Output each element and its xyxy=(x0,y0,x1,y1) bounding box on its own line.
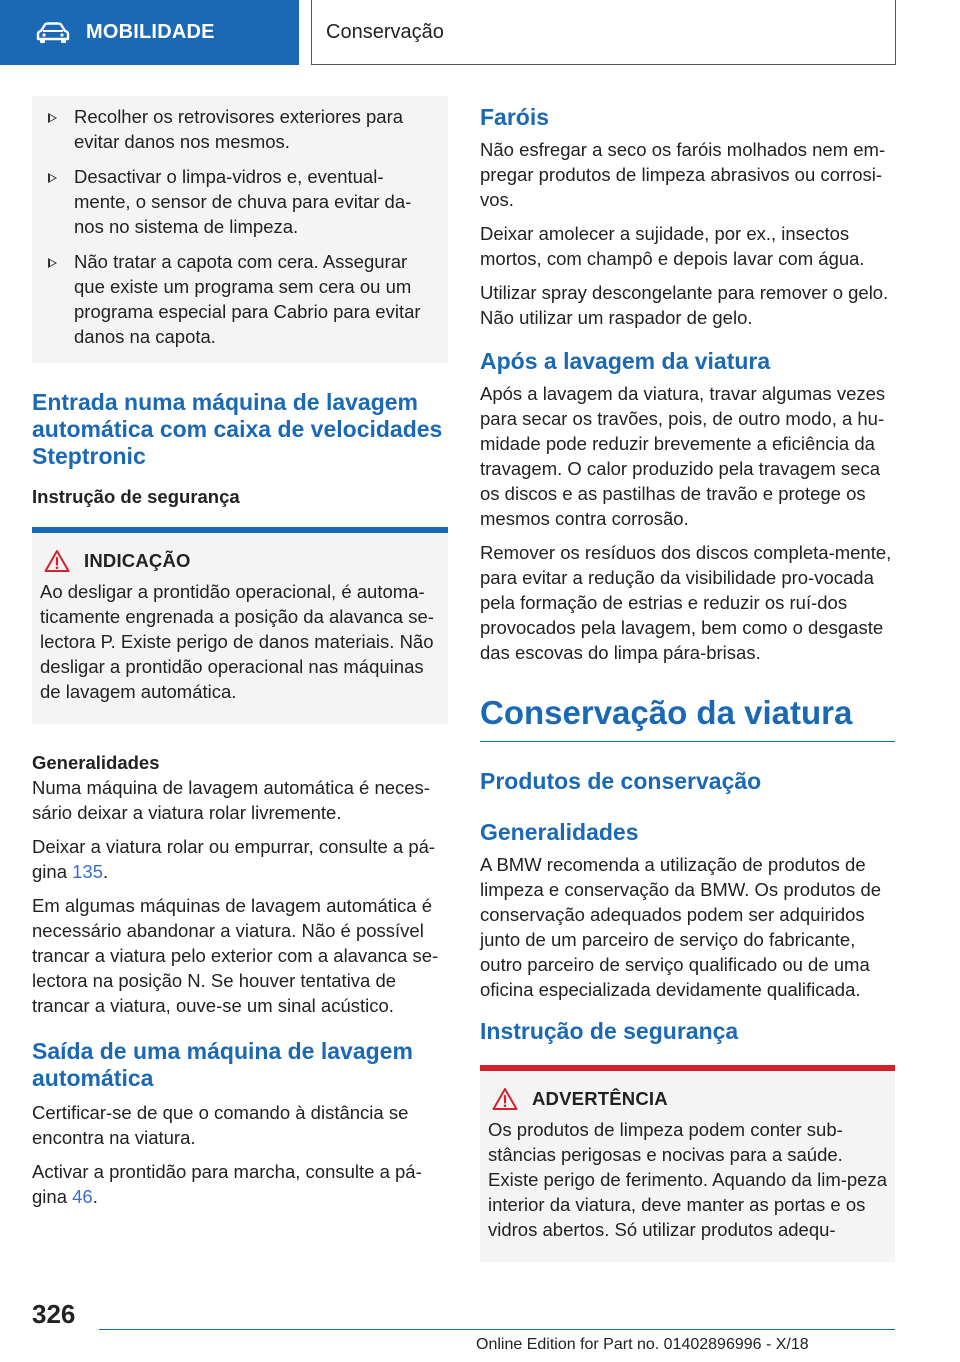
warning-box xyxy=(480,1065,895,1262)
warning-triangle-icon xyxy=(492,1087,518,1111)
page-link[interactable]: 46 xyxy=(72,1186,93,1207)
notice-title: INDICAÇÃO xyxy=(84,550,191,571)
entry-heading: Entrada numa máquina de lavagem automática com caixa de velocidades Steptronic xyxy=(32,389,443,469)
headlights-heading: Faróis xyxy=(480,104,550,130)
page-number: 326 xyxy=(32,1299,76,1329)
triangle-bullet-icon xyxy=(48,173,57,183)
page-link[interactable]: 135 xyxy=(72,861,103,882)
after-wash-heading: Após a lavagem da viatura xyxy=(480,348,771,374)
exit-paragraph-1: Certificar-se de que o comando à distância se encontra na viatura. xyxy=(32,1102,409,1148)
general-paragraph-1: Numa máquina de lavagem automática é neces-sário deixar a viatura rolar livremente. xyxy=(32,777,430,823)
right-column xyxy=(480,96,895,1262)
safety-heading: Instrução de segurança xyxy=(32,486,240,507)
triangle-bullet-icon xyxy=(48,258,57,268)
notice-box xyxy=(32,527,448,724)
car-icon xyxy=(36,22,70,44)
list-item: Não tratar a capota com cera. Assegurar que existe um programa sem cera ou um programa especial para Cabrio para evitar danos na capota. xyxy=(40,249,432,349)
care-heading: Conservação da viatura xyxy=(480,693,895,742)
general-paragraph-2: Deixar a viatura rolar ou empurrar, consulte a pá-gina 135. xyxy=(32,836,436,882)
exit-paragraph-2: Activar a prontidão para marcha, consulte a pá-gina 46. xyxy=(32,1161,422,1207)
edition-text: Online Edition for Part no. 01402896996 - X/18 xyxy=(476,1336,809,1353)
headlights-paragraph-1: Não esfregar a seco os faróis molhados nem em-pregar produtos de limpeza abrasivos ou corrosi-vos. xyxy=(480,139,886,210)
general-heading: Generalidades xyxy=(32,752,160,773)
headlights-paragraph-3: Utilizar spray descongelante para remover o gelo. Não utilizar um raspador de gelo. xyxy=(480,282,889,328)
chapter-title: Conservação xyxy=(326,20,444,43)
footer-divider xyxy=(99,1329,895,1330)
list-item: Desactivar o limpa-vidros e, eventual-mente, o sensor de chuva para evitar da-nos no sistema de limpeza. xyxy=(40,164,432,239)
products-heading: Produtos de conservação xyxy=(480,768,762,794)
general-paragraph-3: Em algumas máquinas de lavagem automática é necessário abandonar a viatura. Não é possível trancar a viatura pelo exterior com a alavanca se-lectora na posição N. Se houver tentativa de trancar a viatura, ouve-se um sinal acústico. xyxy=(32,895,439,1016)
triangle-bullet-icon xyxy=(48,113,57,123)
after-wash-paragraph-2: Remover os resíduos dos discos completa-mente, para evitar a redução da visibilidade pro-vocada pela formação de estrias e reduzir os ruí-dos provocados pela lavagem, bem como o desgaste das escovas do limpa pára-brisas. xyxy=(480,542,892,663)
section-tab xyxy=(0,0,299,65)
after-wash-paragraph-1: Após a lavagem da viatura, travar algumas vezes para secar os travões, pois, de outro modo, a hu-midade pode reduzir brevemente a eficiência da travagem. O calor produzido pela travagem seca os discos e as pastilhas de travão e protege os mesmos contra corrosão. xyxy=(480,383,886,529)
section-title: MOBILIDADE xyxy=(86,21,215,43)
bullet-list xyxy=(32,96,448,363)
general-paragraph-right: A BMW recomenda a utilização de produtos de limpeza e conservação da BMW. Os produtos de conservação adequados podem ser adquiridos junto de um parceiro de serviço do fabricante, outro parceiro de serviço qualificado ou de uma oficina especializada devidamente qualificada. xyxy=(480,854,882,1000)
safety-heading-right: Instrução de segurança xyxy=(480,1018,739,1044)
warning-text: Os produtos de limpeza podem conter sub-stâncias perigosas e nocivas para a saúde. Existe perigo de ferimento. Aquando da lim-peza interior da viatura, deve manter as portas e os vidros abertos. Só utilizar produtos adequ- xyxy=(488,1119,888,1240)
list-item: Recolher os retrovisores exteriores para evitar danos nos mesmos. xyxy=(40,104,432,154)
bullet-box xyxy=(32,96,448,363)
chapter-header xyxy=(311,0,896,65)
left-column xyxy=(32,96,448,1218)
headlights-paragraph-2: Deixar amolecer a sujidade, por ex., insectos mortos, com champô e depois lavar com água. xyxy=(480,223,865,269)
notice-text: Ao desligar a prontidão operacional, é automa-ticamente engrenada a posição da alavanca se-lectora P. Existe perigo de danos materiais. Não desligar a prontidão operacional nas máquinas de lavagem automática. xyxy=(40,581,434,702)
warning-title: ADVERTÊNCIA xyxy=(532,1088,668,1109)
warning-triangle-icon xyxy=(44,549,70,573)
exit-heading: Saída de uma máquina de lavagem automática xyxy=(32,1038,413,1091)
general-heading-right: Generalidades xyxy=(480,819,639,845)
